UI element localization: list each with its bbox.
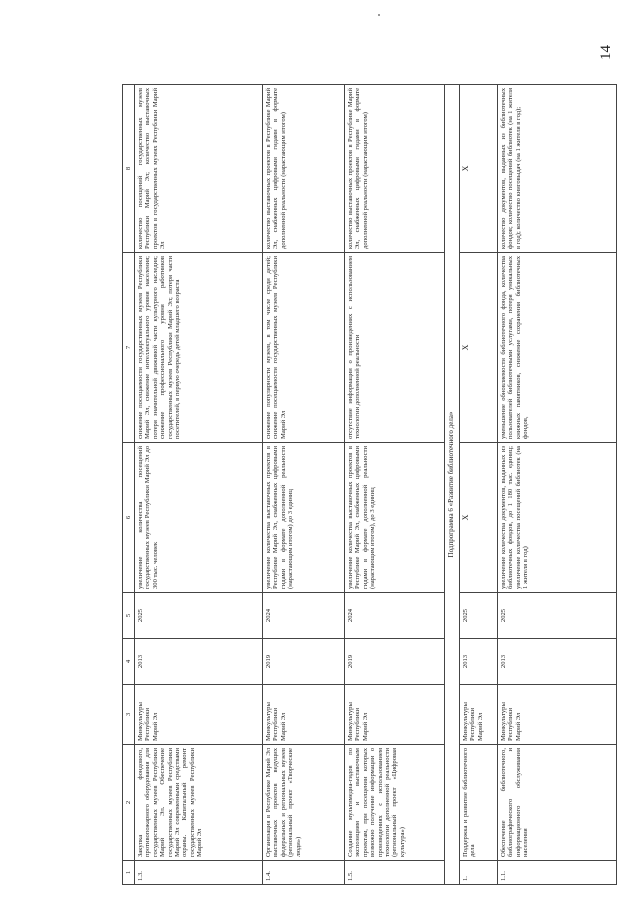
end-year: 2024	[263, 593, 345, 639]
row-number: 1.	[460, 861, 498, 885]
consequences: снижение популярности музеев, в том числе среди детей; снижение посещаемости государственных музеев Республики Марий Эл	[263, 253, 345, 443]
start-year: 2013	[498, 639, 617, 685]
consequences: отсутствие информации о произведениях с использованием технологии дополненной реальности	[345, 253, 445, 443]
table-row	[460, 85, 498, 885]
end-year: 2024	[345, 593, 445, 639]
rotated-table-sheet	[122, 85, 617, 885]
row-number: 1.1.	[498, 861, 617, 885]
expected-result: увеличение количества выставочных проектов в Республике Марий Эл, снабженных цифровыми гидами в формате дополненной реальности (нарастающим итогом), до 3 единиц	[345, 443, 445, 593]
end-year: 2025	[498, 593, 617, 639]
row-number: 1.4.	[263, 861, 345, 885]
header-cell: 6	[123, 443, 135, 593]
consequences: снижение посещаемости государственных музеев Республики Марий Эл, снижение интеллектуального уровня населения; потеря значительной движимой части культурного наследия; снижение профессионального уровня работников государственных музеев Республики Марий Эл; потеря части посетителей, в первую очередь детей младшего возраста	[135, 253, 263, 443]
table-row	[263, 85, 345, 885]
start-year: 2013	[460, 639, 498, 685]
row-number: 1.5.	[345, 861, 445, 885]
header-row	[123, 85, 135, 885]
consequences: X	[460, 253, 498, 443]
measure-name: Обеспечение библиотечного, библиографического и информационного обслуживания населения	[498, 745, 617, 861]
table-row	[345, 85, 445, 885]
header-cell: 7	[123, 253, 135, 443]
table-row	[498, 85, 617, 885]
end-year: 2025	[135, 593, 263, 639]
header-cell: 4	[123, 639, 135, 685]
executor: Минкультуры Республики Марий Эл	[498, 685, 617, 745]
measure-name: Создание мультимедиа-гидов по экспозициям и выставочным проектам, при посещении которых возможно получение информации о произведениях с использованием технологии дополненной реальности (региональный проект «Цифровая культура»)	[345, 745, 445, 861]
consequences: уменьшение обновляемости библиотечного фонда, количества пользователей библиотечными услугами, потеря уникальных книжных памятников, снижение сохранения библиотечных фондов,	[498, 253, 617, 443]
expected-result: увеличение количества посещений государственных музеев Республики Марий Эл до 300 тыс. человек	[135, 443, 263, 593]
indicator: количество посещений государственных музеев Республики Марий Эл; количество выставочных проектов в государственных музеях Республики Марий Эл	[135, 85, 263, 253]
table-row	[135, 85, 263, 885]
row-number: 1.3.	[135, 861, 263, 885]
measures-table	[122, 84, 617, 885]
indicator: количество документов, выданных из библиотечных фондов; количество посещений библиотек (на 1 жителя в год); количество книговыдач (на 1 жителя в год);	[498, 85, 617, 253]
start-year: 2019	[345, 639, 445, 685]
executor: Минкультуры Республики Марий Эл	[263, 685, 345, 745]
start-year: 2013	[135, 639, 263, 685]
section-row	[445, 85, 460, 885]
executor: Минкультуры Республики Марий Эл	[345, 685, 445, 745]
header-cell: 3	[123, 685, 135, 745]
measure-name: Организация в Республике Марий Эл выставочных проектов ведущих федеральных и региональных музеев (региональный проект «Творческие люди»)	[263, 745, 345, 861]
header-cell: 5	[123, 593, 135, 639]
indicator: количество выставочных проектов в Республике Марий Эл, снабженных цифровыми гидами в формате дополненной реальности (нарастающим итогом)	[263, 85, 345, 253]
indicator: количество выставочных проектов в Республике Марий Эл, снабженных цифровыми гидами в формате дополненной реальности (нарастающим итогом)	[345, 85, 445, 253]
expected-result: X	[460, 443, 498, 593]
start-year: 2019	[263, 639, 345, 685]
header-cell: 1	[123, 861, 135, 885]
expected-result: увеличение количества выставочных проектов в Республике Марий Эл, снабженных цифровыми гидами в формате дополненной реальности (нарастающим итогом) до 3 единиц	[263, 443, 345, 593]
measure-name: Закупка фондового, противопожарного оборудования для государственных музеев Республики Марий Эл. Обеспечение государственных музеев Республики Марий Эл современными средствами охраны. Капитальный ремонт государственных музеев Республики Марий Эл	[135, 745, 263, 861]
measure-name: Поддержка и развитие библиотечного дела	[460, 745, 498, 861]
scan-speck	[378, 14, 380, 16]
expected-result: увеличение количества документов, выданных из библиотечных фондов, до 1 180 тыс. единиц; увеличение количества посещений библиотек (на 1 жителя в год)	[498, 443, 617, 593]
page-number: 14	[598, 45, 614, 60]
executor: Минкультуры Республики Марий Эл	[460, 685, 498, 745]
header-cell: 2	[123, 745, 135, 861]
header-cell: 8	[123, 85, 135, 253]
end-year: 2025	[460, 593, 498, 639]
subprogram-title: Подпрограмма 6 «Развитие библиотечного дела»	[445, 85, 460, 885]
indicator: X	[460, 85, 498, 253]
executor: Минкультуры Республики Марий Эл	[135, 685, 263, 745]
